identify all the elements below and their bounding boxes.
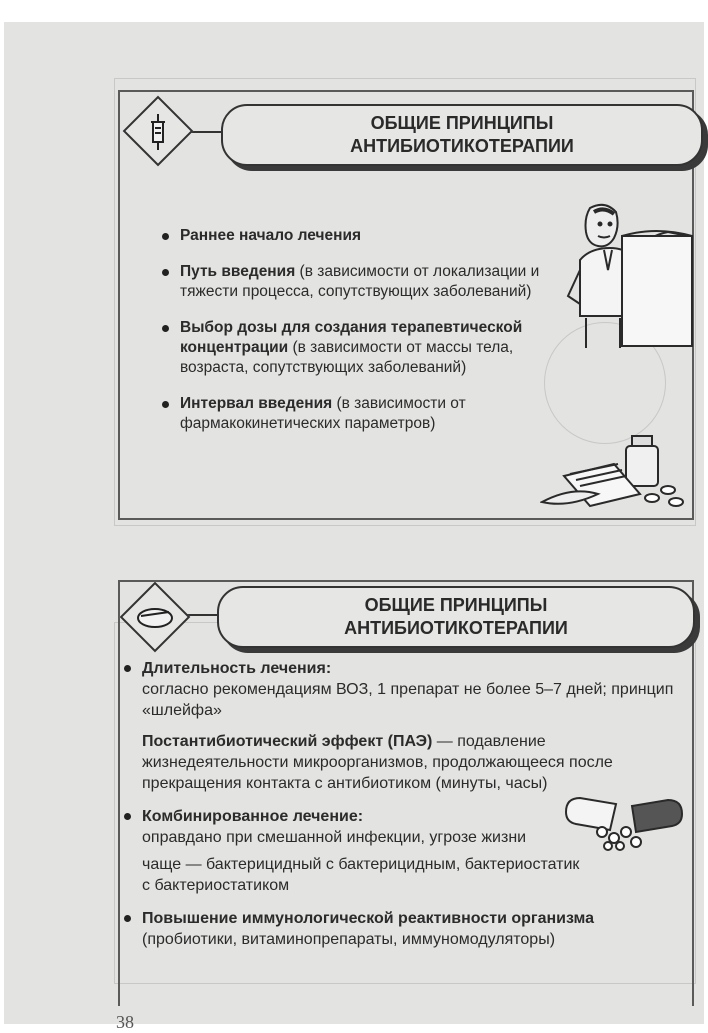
item-heading: Повышение иммунологической реактивности организма <box>142 910 595 927</box>
item-heading: Комбинированное лечение: <box>142 808 364 825</box>
item-text: (в зависимости от массы тела, возраста, сопутствующих заболеваний) <box>180 339 514 376</box>
item-heading: Длительность лечения: <box>142 660 332 677</box>
item-heading: Путь введения <box>180 263 296 280</box>
card-title-2 <box>217 586 695 648</box>
title-line-1: ОБЩИЕ ПРИНЦИПЫ <box>364 595 548 615</box>
doctor-with-sheet-illustration <box>550 200 700 360</box>
principles-list-1 <box>160 226 540 450</box>
title-line-1: ОБЩИЕ ПРИНЦИПЫ <box>370 113 554 133</box>
list-item <box>122 908 682 950</box>
item-text: (в зависимости от фармакокинетических параметров) <box>180 395 466 432</box>
principles-card-1 <box>118 90 694 520</box>
item-text: (в зависимости от локализации и тяжести процесса, сопутствующих заболеваний) <box>180 263 540 300</box>
item-heading: Интервал введения <box>180 395 333 412</box>
book-page <box>4 22 704 1032</box>
syringe-icon <box>134 108 182 156</box>
item-text: (пробиотики, витаминопрепараты, иммуномодуляторы) <box>142 931 556 948</box>
sub-text: — подавление жизнедеятельности микроорганизмов, продолжающееся после прекращения контакта с антибиотиком (минуты, часы) <box>142 733 613 792</box>
sub-heading: Постантибиотический эффект (ПАЭ) <box>142 733 433 750</box>
item-text: согласно рекомендациям ВОЗ, 1 препарат не более 5–7 дней; принцип «шлейфа» <box>142 681 674 719</box>
item-heading: Раннее начало лечения <box>180 227 362 244</box>
principles-card-2 <box>118 580 694 1006</box>
card-title-1 <box>221 104 703 166</box>
page-number: 38 <box>116 1012 134 1032</box>
title-line-2: АНТИБИОТИКОТЕРАПИИ <box>344 618 568 638</box>
item-heading: Выбор дозы для создания терапевтической концентрации <box>180 319 523 356</box>
list-item <box>160 318 540 378</box>
capsule-pills-illustration <box>562 792 686 854</box>
medicine-illustration <box>540 432 690 514</box>
item-text-2: чаще — бактерицидный с бактерицидным, бактериостатик с бактериостатиком <box>142 856 580 894</box>
list-item <box>160 226 540 246</box>
item-text: оправдано при смешанной инфекции, угрозе жизни <box>142 829 527 846</box>
list-item <box>122 658 682 794</box>
title-line-2: АНТИБИОТИКОТЕРАПИИ <box>350 136 574 156</box>
list-item <box>160 262 540 302</box>
tablet-pill-icon <box>131 594 179 642</box>
list-item <box>160 394 540 434</box>
item-subparagraph <box>142 731 662 794</box>
